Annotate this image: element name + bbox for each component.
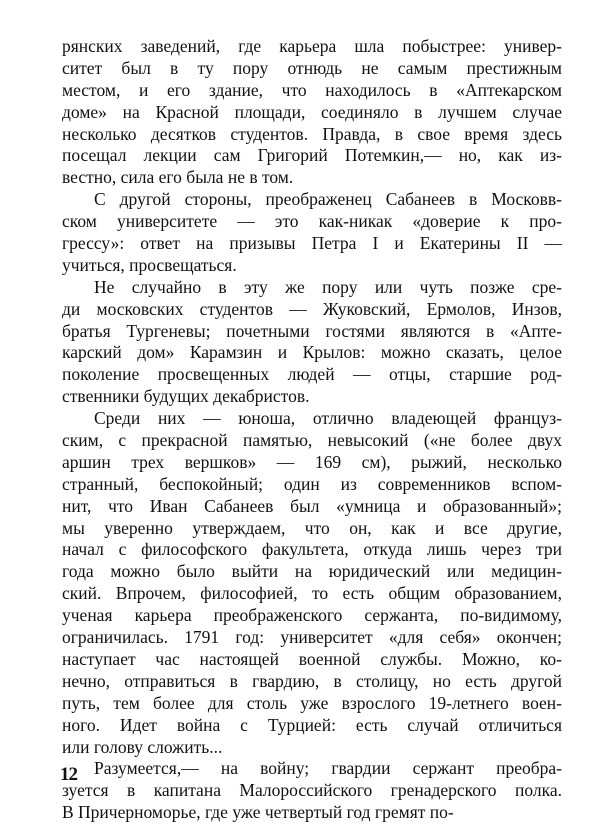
- text-line: ограничилась. 1791 год: университет «для себя» окончен;: [62, 627, 562, 648]
- text-line: вестно, сила его была не в том.: [62, 167, 294, 188]
- text-line: ском университете — это как-никак «доверие к про-: [62, 211, 562, 232]
- paragraph: [62, 408, 562, 758]
- text-line: зуется в капитана Малороссийского гренадерского полка.: [62, 780, 562, 801]
- text-line: ного. Идет война с Турцией: есть случай отличиться: [62, 714, 562, 735]
- text-line: поколение просвещенных людей — отцы, старшие род-: [62, 364, 562, 385]
- page-number: 12: [60, 764, 77, 785]
- text-line: Разумеется,— на войну; гвардии сержант преобра-: [94, 758, 562, 779]
- text-line: братья Тургеневы; почетными гостями являются в «Апте-: [62, 320, 562, 341]
- text-line: ским, с прекрасной памятью, невысокий («не более двух: [62, 430, 562, 451]
- text-line: учиться, просвещаться.: [62, 254, 237, 275]
- paragraph: [62, 758, 562, 824]
- text-line: Не случайно в эту же пору или чуть позже сре-: [94, 276, 562, 297]
- text-line: карский дом» Карамзин и Крылов: можно сказать, целое: [62, 342, 562, 363]
- body-text: [62, 36, 562, 824]
- paragraph: [62, 277, 562, 408]
- text-line: начал с философского факультета, откуда лишь через три: [62, 539, 562, 560]
- text-line: Среди них — юноша, отлично владеющей француз-: [94, 408, 562, 429]
- text-line: В Причерноморье, где уже четвертый год гремят по-: [62, 802, 454, 823]
- text-line: путь, тем более для столь уже взрослого 19-летнего воен-: [62, 692, 562, 713]
- text-line: посещал лекции сам Григорий Потемкин,— но, как из-: [62, 145, 562, 166]
- text-line: или голову сложить...: [62, 736, 223, 757]
- text-line: мы уверенно утверждаем, что он, как и все другие,: [62, 517, 562, 538]
- text-line: ученая карьера преображенского сержанта, по-видимому,: [62, 605, 562, 626]
- text-line: года можно было выйти на юридический или медицин-: [62, 561, 562, 582]
- text-line: ди московских студентов — Жуковский, Ермолов, Инзов,: [62, 298, 562, 319]
- text-line: странный, беспокойный; один из современников вспом-: [62, 473, 562, 494]
- paragraph: [62, 36, 562, 189]
- text-line: ственники будущих декабристов.: [62, 386, 310, 407]
- paragraph: [62, 189, 562, 277]
- text-line: нечно, отправиться в гвардию, в столицу, но есть другой: [62, 670, 562, 691]
- text-line: рянских заведений, где карьера шла побыстрее: универ-: [62, 36, 562, 56]
- text-line: нит, что Иван Сабанеев был «умница и образованный»;: [62, 495, 562, 516]
- text-line: ский. Впрочем, философией, то есть общим образованием,: [62, 583, 562, 604]
- text-line: наступает час настоящей военной службы. Можно, ко-: [62, 648, 562, 669]
- text-line: несколько десятков студентов. Правда, в свое время здесь: [62, 123, 562, 144]
- text-line: грессу»: ответ на призывы Петра I и Екатерины II —: [62, 233, 562, 254]
- text-line: местом, и его здание, что находилось в «Аптекарском: [62, 79, 562, 100]
- text-line: аршин трех вершков» — 169 см), рыжий, несколько: [62, 451, 562, 472]
- text-line: С другой стороны, преображенец Сабанеев в Московв-: [94, 189, 562, 210]
- text-line: доме» на Красной площади, соединяло в лучшем случае: [62, 101, 562, 122]
- text-line: ситет был в ту пору отнюдь не самым престижным: [62, 57, 562, 78]
